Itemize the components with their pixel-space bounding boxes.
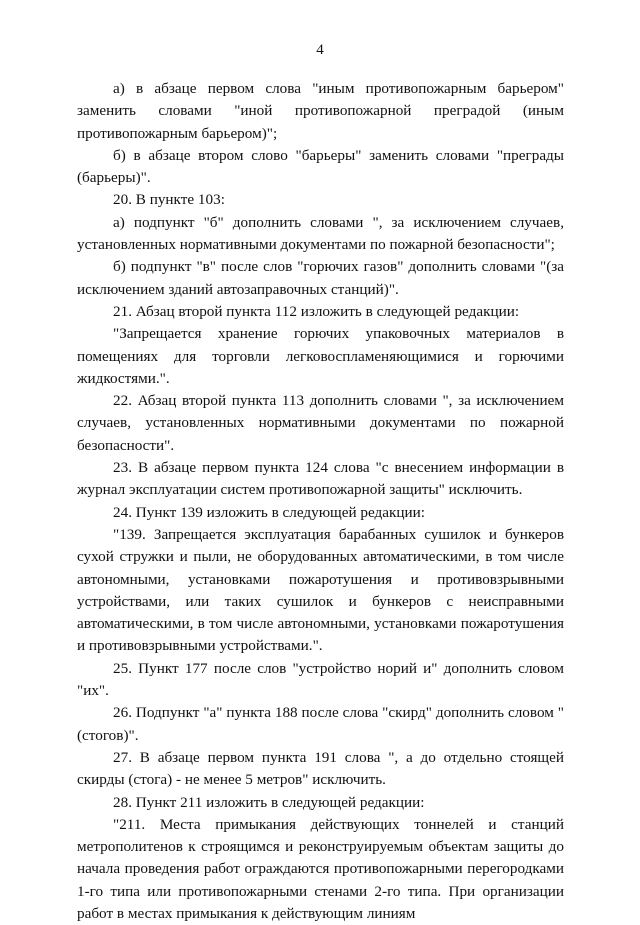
paragraph-item-21-quote: "Запрещается хранение горючих упаковочных материалов в помещениях для торговли легковоспламеняющимися и горючими жидкостями.". bbox=[77, 325, 564, 387]
paragraph-item-24-quote: "139. Запрещается эксплуатация барабанных сушилок и бункеров сухой стружки и пыли, не оборудованных автоматическими, в том числе автономными, установками пожаротушения и противовзрывными устройствами, или таких сушилок и бункеров с неисправными автоматическими, в том числе автономными, установками пожаротушения и противовзрывными устройствами.". bbox=[77, 525, 564, 655]
paragraph-item-21: 21. Абзац второй пункта 112 изложить в следующей редакции: bbox=[113, 302, 520, 320]
paragraph-20a-amendment: а) в абзаце первом слова "иным противопожарным барьером" заменить словами "иной противопожарной преградой (иным противопожарным барьером)"; bbox=[77, 80, 564, 142]
page-number: 4 bbox=[316, 42, 324, 58]
paragraph-item-23: 23. В абзаце первом пункта 124 слова "с внесением информации в журнал эксплуатации систем противопожарной защиты" исключить. bbox=[77, 459, 564, 499]
paragraph-item-26: 26. Подпункт "а" пункта 188 после слова "скирд" дополнить словом "(стогов)". bbox=[77, 704, 564, 744]
paragraph-20b-amendment: б) в абзаце втором слово "барьеры" заменить словами "преграды (барьеры)". bbox=[77, 146, 564, 187]
paragraph-item-28: 28. Пункт 211 изложить в следующей редакции: bbox=[113, 793, 425, 811]
paragraph-item-22: 22. Абзац второй пункта 113 дополнить словами ", за исключением случаев, установленных нормативными документами по пожарной безопасности". bbox=[77, 392, 564, 454]
paragraph-item-24: 24. Пункт 139 изложить в следующей редакции: bbox=[113, 503, 426, 521]
paragraph-item-25: 25. Пункт 177 после слов "устройство норий и" дополнить словом "их". bbox=[77, 659, 564, 700]
paragraph-item-20-heading: 20. В пункте 103: bbox=[113, 191, 225, 209]
paragraph-item-20-a: а) подпункт "б" дополнить словами ", за исключением случаев, установленных нормативными документами по пожарной безопасности"; bbox=[77, 213, 564, 254]
paragraph-item-20-b: б) подпункт "в" после слов "горючих газов" дополнить словами "(за исключением зданий автозаправочных станций)". bbox=[77, 258, 564, 298]
paragraph-item-28-quote: "211. Места примыкания действующих тоннелей и станций метрополитенов к строящимся и реконструируемым объектам защиты до начала проведения работ ограждаются противопожарными перегородками 1-го типа или противопожарными стенами 2-го типа. При организации работ в местах примыкания к действующим линиям bbox=[77, 815, 564, 922]
paragraph-item-27: 27. В абзаце первом пункта 191 слова ", а до отдельно стоящей скирды (стога) - не менее 5 метров" исключить. bbox=[77, 748, 564, 789]
document-body bbox=[77, 78, 564, 925]
